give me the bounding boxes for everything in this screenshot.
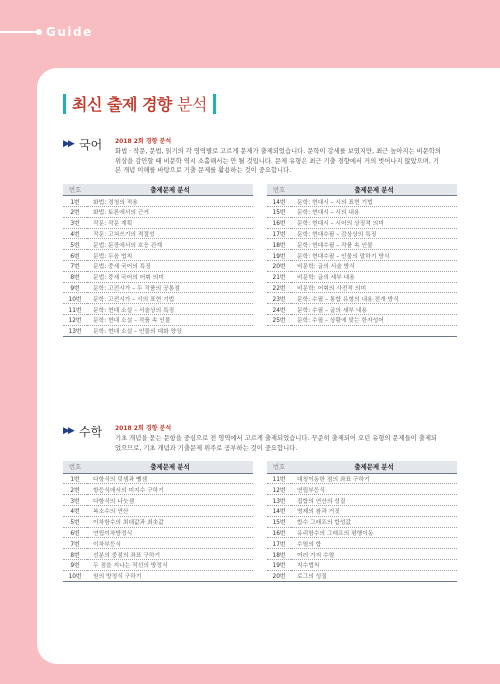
table-row — [63, 506, 457, 517]
row-number: 9번 — [63, 282, 87, 293]
row-number: 13번 — [267, 495, 291, 506]
row-text: 비문학: 글의 서술 방식 — [291, 261, 457, 272]
table-row — [63, 527, 457, 538]
row-number: 5번 — [63, 516, 87, 527]
row-number: 19번 — [267, 250, 291, 261]
header-analysis: 출제문제 분석 — [291, 184, 457, 196]
row-text: 지수법칙 — [291, 560, 457, 571]
row-number: 5번 — [63, 239, 87, 250]
row-number: 20번 — [267, 261, 291, 272]
chevron-icon: ▶▶ — [63, 139, 73, 149]
row-text: 집합의 연산의 성질 — [291, 495, 457, 506]
row-text: 여러 가지 수열 — [291, 549, 457, 560]
header-number: 번호 — [63, 184, 87, 196]
row-number: 2번 — [63, 484, 87, 495]
row-number: 13번 — [63, 325, 87, 336]
row-text: 문학: 현대수필 – 인물의 말하기 방식 — [291, 250, 457, 261]
row-number: 10번 — [63, 293, 87, 304]
row-number: 8번 — [63, 549, 87, 560]
row-number: 2번 — [63, 207, 87, 218]
row-number: 23번 — [267, 293, 291, 304]
row-text: 문학: 현대수필 – 감상상의 특징 — [291, 228, 457, 239]
row-number: 12번 — [267, 484, 291, 495]
table-row — [63, 196, 457, 207]
row-text: 문법: 중세 국어의 특징 — [87, 261, 253, 272]
table-row — [63, 228, 457, 239]
row-text: 선분의 중점의 좌표 구하기 — [87, 549, 253, 560]
row-number: 7번 — [63, 538, 87, 549]
row-text: 화법: 경청의 적용 — [87, 196, 253, 207]
section-korean — [63, 136, 443, 337]
table-row — [63, 570, 457, 581]
row-number: 1번 — [63, 196, 87, 207]
row-text: 문법: 두음 법칙 — [87, 250, 253, 261]
row-text: 문학: 현대시 – 시어의 상징적 의미 — [291, 217, 457, 228]
row-number: 24번 — [267, 304, 291, 315]
row-number: 9번 — [63, 560, 87, 571]
row-number: 16번 — [267, 217, 291, 228]
guide-header — [0, 24, 93, 40]
row-text: 로그의 성질 — [291, 570, 457, 581]
row-number: 16번 — [267, 527, 291, 538]
row-text: 문학: 수필 – 통합 유형의 내용 전개 방식 — [291, 293, 457, 304]
row-text: 수열의 합 — [291, 538, 457, 549]
table-row — [63, 271, 457, 282]
row-number: 25번 — [267, 315, 291, 326]
table-row — [63, 495, 457, 506]
row-number: 22번 — [267, 282, 291, 293]
table-row — [63, 293, 457, 304]
title-suffix: 분석 — [176, 95, 207, 114]
row-number: 17번 — [267, 538, 291, 549]
table-row — [63, 516, 457, 527]
row-text: 비문학: 글의 세부 내용 — [291, 271, 457, 282]
row-number: 18번 — [267, 549, 291, 560]
row-text: 문학: 수필 – 상황에 맞는 한자성어 — [291, 315, 457, 326]
title-bar-left — [63, 94, 66, 114]
row-number: 14번 — [267, 196, 291, 207]
row-text: 문학: 고전시가 – 두 작품의 공통점 — [87, 282, 253, 293]
row-number: 3번 — [63, 495, 87, 506]
table-row — [63, 549, 457, 560]
page-title — [63, 92, 216, 115]
table-row — [63, 538, 457, 549]
row-text: 연립이차방정식 — [87, 527, 253, 538]
row-number: 15번 — [267, 516, 291, 527]
row-text: 문학: 현대시 – 시의 표현 기법 — [291, 196, 457, 207]
table-row — [63, 250, 457, 261]
row-text: 합수 그래프의 합성값 — [291, 516, 457, 527]
section-name: 수학 — [79, 425, 103, 439]
row-number: 15번 — [267, 207, 291, 218]
row-text: 문학: 고전시가 – 시의 표현 기법 — [87, 293, 253, 304]
row-number: 12번 — [63, 315, 87, 326]
row-text: 다항식의 나눗셈 — [87, 495, 253, 506]
row-number: 17번 — [267, 228, 291, 239]
row-number: 19번 — [267, 560, 291, 571]
section-name: 국어 — [79, 138, 103, 152]
content-card — [37, 68, 500, 664]
section-description: 화법 · 작문, 문법, 읽기의 각 영역별로 고르게 문제가 출제되었습니다. 문학이 강세를 보였지만, 최근 높아지는 비문학의 위상을 감안할 때 비문학 역시 소홀해서는 안 될 것입니다. 문제 유형은 최근 기출 경향에서 거의 벗어나지 않았으며, 기본 개념 이해를 바탕으로 기출 문제를 활용하는 것이 중요합니다. — [115, 148, 441, 175]
table-row — [63, 261, 457, 272]
row-text: 유리함수의 그래프의 평행이동 — [291, 527, 457, 538]
row-text: 문학: 현대수필 – 작품 속 인물 — [291, 239, 457, 250]
row-number: 4번 — [63, 506, 87, 517]
table-row — [63, 304, 457, 315]
row-number: 6번 — [63, 527, 87, 538]
row-text: 문법: 중세 국어의 어휘 의미 — [87, 271, 253, 282]
korean-table — [63, 184, 457, 337]
row-text: 대칭이동한 점의 좌표 구하기 — [291, 473, 457, 484]
row-text: 작문: 고쳐쓰기의 적절성 — [87, 228, 253, 239]
row-text: 다항식의 덧셈과 뺄셈 — [87, 473, 253, 484]
row-number: 21번 — [267, 271, 291, 282]
header-analysis: 출제문제 분석 — [87, 461, 253, 473]
row-text: 복소수의 연산 — [87, 506, 253, 517]
guide-dot — [36, 29, 42, 35]
table-row — [63, 560, 457, 571]
row-text: 비문학: 어휘의 사전적 의미 — [291, 282, 457, 293]
row-number: 10번 — [63, 570, 87, 581]
header-number: 번호 — [63, 461, 87, 473]
table-row — [63, 484, 457, 495]
row-text: 문학: 현대 소설 – 인물의 대화 양상 — [87, 325, 253, 336]
row-text: 작문: 작문 계획 — [87, 217, 253, 228]
row-text: 두 점을 지나는 직선의 방정식 — [87, 560, 253, 571]
table-row — [63, 239, 457, 250]
row-number: 6번 — [63, 250, 87, 261]
row-text: 화법: 토론에서의 근거 — [87, 207, 253, 218]
row-number: 18번 — [267, 239, 291, 250]
table-row — [63, 315, 457, 326]
row-text: 명제의 참과 거짓 — [291, 506, 457, 517]
section-math — [63, 423, 443, 582]
row-number — [267, 325, 291, 336]
table-row — [63, 282, 457, 293]
row-text: 문학: 현대 소설 – 서술상의 특징 — [87, 304, 253, 315]
title-bar-right — [213, 94, 216, 114]
section-description: 기초 개념을 묻는 문항을 중심으로 전 영역에서 고르게 출제되었습니다. 꾸준히 출제되어 오던 유형의 문제들이 출제되었으므로, 기초 개념과 기출문제 위주로 공부하는 것이 중요합니다. — [115, 435, 437, 452]
title-main: 최신 출제 경향 — [72, 95, 172, 114]
row-text: 문학: 수필 – 글의 세부 내용 — [291, 304, 457, 315]
row-text: 문학: 현대시 – 시의 내용 — [291, 207, 457, 218]
row-number: 4번 — [63, 228, 87, 239]
row-number: 3번 — [63, 217, 87, 228]
header-analysis: 출제문제 분석 — [291, 461, 457, 473]
row-number: 11번 — [63, 304, 87, 315]
row-number: 1번 — [63, 473, 87, 484]
math-table — [63, 461, 457, 581]
header-analysis: 출제문제 분석 — [87, 184, 253, 196]
row-text — [291, 325, 457, 336]
row-number: 14번 — [267, 506, 291, 517]
header-number: 번호 — [267, 461, 291, 473]
header-number: 번호 — [267, 184, 291, 196]
table-row — [63, 473, 457, 484]
row-number: 20번 — [267, 570, 291, 581]
guide-line — [0, 31, 36, 33]
section-date: 2018 2회 경향 분석 — [115, 425, 172, 432]
table-row — [63, 325, 457, 336]
table-row — [63, 207, 457, 218]
row-text: 연립부등식 — [291, 484, 457, 495]
row-number: 7번 — [63, 261, 87, 272]
table-row — [63, 217, 457, 228]
row-text: 문법: 문장에서의 호응 관계 — [87, 239, 253, 250]
row-text: 문학: 현대 소설 – 작품 속 인물 — [87, 315, 253, 326]
row-text: 항등식에서의 미지수 구하기 — [87, 484, 253, 495]
row-number: 8번 — [63, 271, 87, 282]
section-date: 2018 2회 경향 분석 — [115, 138, 172, 145]
chevron-icon: ▶▶ — [63, 426, 73, 436]
row-text: 이차부등식 — [87, 538, 253, 549]
row-text: 이차함수의 최대값과 최솟값 — [87, 516, 253, 527]
row-text: 원의 방정식 구하기 — [87, 570, 253, 581]
guide-label: Guide — [46, 25, 93, 39]
row-number: 11번 — [267, 473, 291, 484]
